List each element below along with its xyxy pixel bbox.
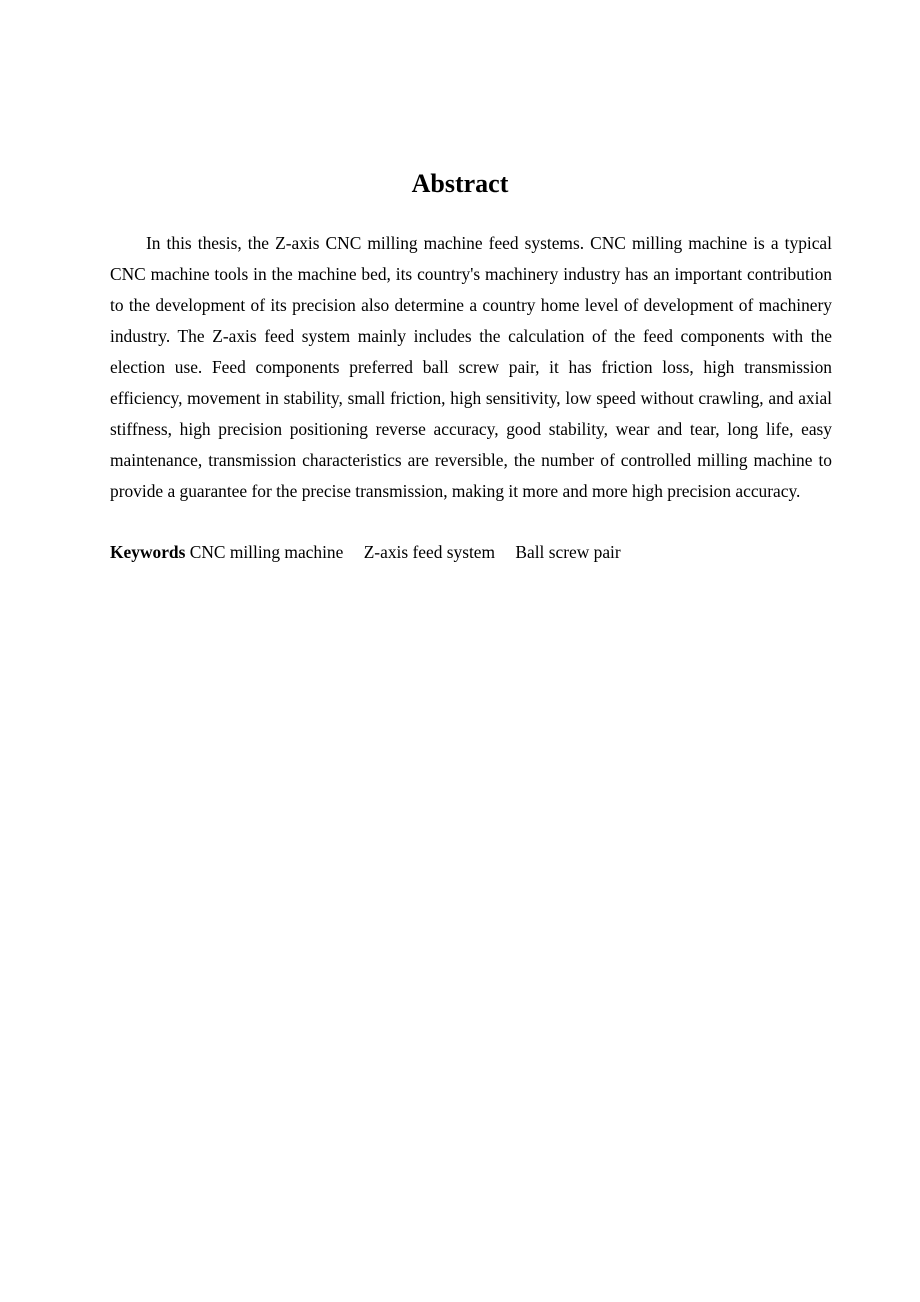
keywords-label: Keywords [110,542,186,562]
keyword-item: Z-axis feed system [363,542,496,562]
keywords-line [110,537,832,568]
keyword-item: Ball screw pair [515,542,621,562]
keyword-item: CNC milling machine [189,542,344,562]
abstract-body: In this thesis, the Z-axis CNC milling machine feed systems. CNC milling machine is a typical CNC machine tools in the machine bed, its country's machinery industry has an important contribution to the development of its precision also determine a country home level of development of machinery industry. The Z-axis feed system mainly includes the calculation of the feed components with the election use. Feed components preferred ball screw pair, it has friction loss, high transmission efficiency, movement in stability, small friction, high sensitivity, low speed without crawling, and axial stiffness, high precision positioning reverse accuracy, good stability, wear and tear, long life, easy maintenance, transmission characteristics are reversible, the number of controlled milling machine to provide a guarantee for the precise transmission, making it more and more high precision accuracy. [110,233,832,501]
abstract-title: Abstract [411,169,509,198]
